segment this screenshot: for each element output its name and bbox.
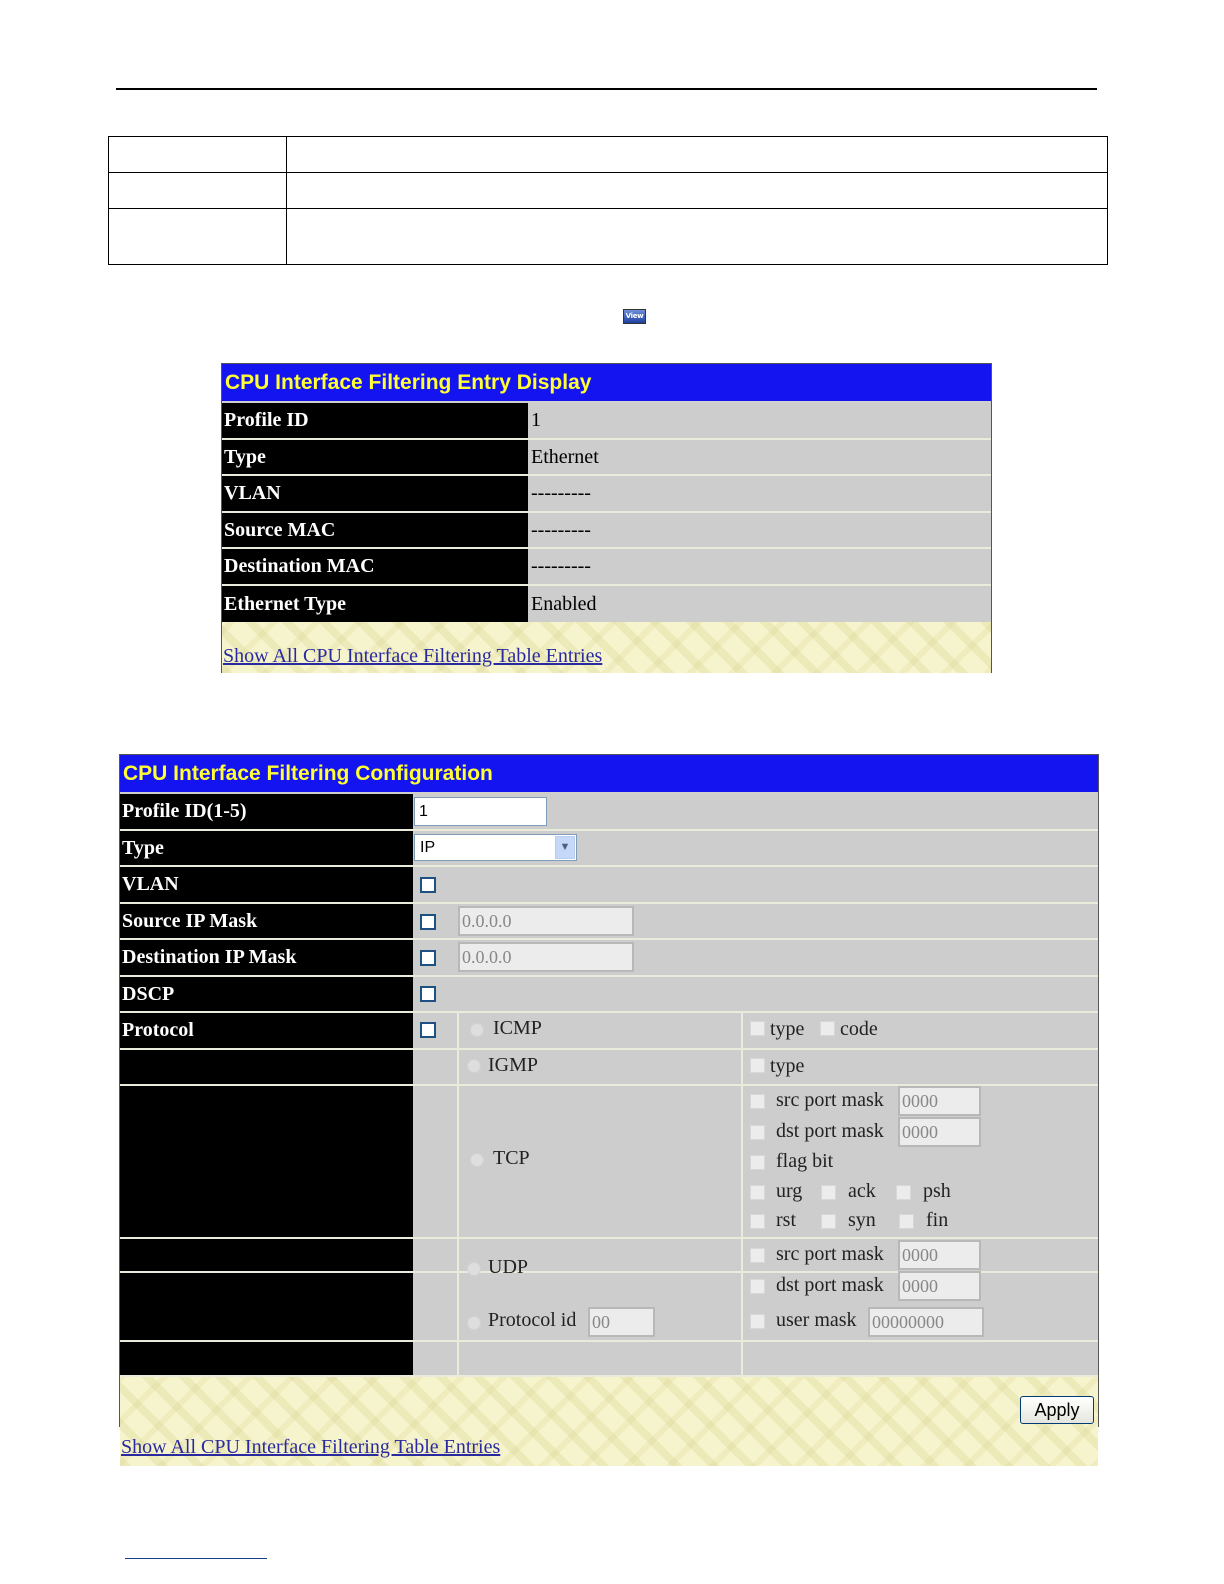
divider — [413, 1084, 1098, 1086]
tcp-flag-ack-label: ack — [848, 1180, 876, 1202]
source-mac-value: --------- — [528, 513, 991, 547]
destination-ip-mask-checkbox[interactable] — [420, 950, 436, 966]
tcp-src-port-mask-checkbox[interactable] — [750, 1094, 765, 1109]
entry-display-panel — [221, 363, 992, 673]
protocol-id-input[interactable]: 00 — [588, 1307, 655, 1337]
divider — [741, 1013, 743, 1307]
destination-ip-mask-label: Destination IP Mask — [120, 940, 413, 975]
igmp-type-checkbox[interactable] — [750, 1058, 765, 1073]
show-all-entries-link[interactable]: Show All CPU Interface Filtering Table Entries — [223, 645, 603, 667]
view-button[interactable]: View — [623, 309, 646, 324]
config-footer — [120, 1377, 1098, 1466]
divider — [120, 1271, 413, 1273]
protocol-label: Protocol — [122, 1019, 194, 1041]
divider — [741, 1307, 743, 1377]
udp-label: UDP — [488, 1256, 529, 1278]
vlan-cell — [413, 867, 1098, 902]
tcp-flag-ack-checkbox[interactable] — [821, 1185, 836, 1200]
tcp-src-port-mask-input[interactable]: 0000 — [898, 1086, 981, 1116]
divider — [413, 1237, 1098, 1239]
destination-ip-mask-input[interactable]: 0.0.0.0 — [458, 942, 634, 972]
dscp-checkbox[interactable] — [420, 986, 436, 1002]
parameter-table — [108, 136, 1108, 265]
table-cell — [109, 209, 287, 265]
dscp-cell — [413, 977, 1098, 1011]
divider — [120, 1237, 413, 1239]
tcp-flag-psh-checkbox[interactable] — [896, 1185, 911, 1200]
udp-src-port-mask-input[interactable]: 0000 — [898, 1240, 981, 1270]
vlan-label: VLAN — [222, 476, 528, 511]
dscp-label: DSCP — [120, 977, 413, 1011]
profile-id-input[interactable] — [414, 797, 547, 826]
tcp-label: TCP — [493, 1147, 530, 1169]
table-cell — [109, 137, 287, 173]
protocol-checkbox[interactable] — [420, 1022, 436, 1038]
udp-src-port-mask-label: src port mask — [776, 1243, 884, 1265]
table-row — [120, 940, 1098, 977]
igmp-type-label: type — [770, 1055, 805, 1077]
type-value: Ethernet — [528, 440, 991, 474]
destination-mac-label: Destination MAC — [222, 549, 528, 584]
ethernet-type-value: Enabled — [528, 586, 991, 622]
footnote-rule — [125, 1558, 267, 1559]
tcp-flag-syn-checkbox[interactable] — [821, 1214, 836, 1229]
tcp-radio[interactable] — [470, 1153, 484, 1167]
table-row — [120, 831, 1098, 867]
tcp-flag-bit-label: flag bit — [776, 1150, 834, 1172]
user-mask-checkbox[interactable] — [750, 1314, 765, 1329]
show-all-entries-link[interactable]: Show All CPU Interface Filtering Table Entries — [121, 1436, 501, 1458]
tcp-flag-psh-label: psh — [923, 1180, 951, 1202]
udp-radio[interactable] — [467, 1262, 481, 1276]
udp-src-port-mask-checkbox[interactable] — [750, 1248, 765, 1263]
igmp-radio[interactable] — [467, 1059, 481, 1073]
source-ip-mask-label: Source IP Mask — [120, 904, 413, 938]
profile-id-value: 1 — [528, 403, 991, 438]
chevron-down-icon[interactable]: ▼ — [555, 836, 575, 859]
apply-button[interactable]: Apply — [1020, 1396, 1094, 1424]
entry-display-footer — [222, 622, 991, 673]
tcp-flag-fin-label: fin — [926, 1209, 949, 1231]
profile-id-label: Profile ID(1-5) — [120, 794, 413, 829]
user-mask-input[interactable]: 00000000 — [868, 1307, 984, 1337]
divider — [120, 1048, 413, 1050]
icmp-type-checkbox[interactable] — [750, 1021, 765, 1036]
udp-dst-port-mask-input[interactable]: 0000 — [898, 1271, 981, 1301]
table-row — [222, 403, 991, 440]
table-row — [222, 513, 991, 549]
table-row — [222, 549, 991, 586]
tcp-flag-bit-checkbox[interactable] — [750, 1155, 765, 1170]
protocol-block-tail — [120, 1274, 1098, 1458]
tcp-dst-port-mask-input[interactable]: 0000 — [898, 1117, 981, 1147]
table-row — [120, 794, 1098, 831]
tcp-flag-urg-checkbox[interactable] — [750, 1185, 765, 1200]
ethernet-type-label: Ethernet Type — [222, 586, 528, 622]
vlan-value: --------- — [528, 476, 991, 511]
icmp-radio[interactable] — [470, 1023, 484, 1037]
source-ip-mask-checkbox[interactable] — [420, 914, 436, 930]
vlan-label: VLAN — [120, 867, 413, 902]
table-row — [120, 904, 1098, 940]
vlan-checkbox[interactable] — [420, 877, 436, 893]
source-ip-mask-input[interactable]: 0.0.0.0 — [458, 906, 634, 936]
divider — [457, 1013, 459, 1307]
type-label: Type — [222, 440, 528, 474]
profile-id-label: Profile ID — [222, 403, 528, 438]
table-row — [222, 586, 991, 622]
protocol-id-label: Protocol id — [488, 1309, 577, 1331]
icmp-type-label: type — [770, 1018, 805, 1040]
tcp-flag-fin-checkbox[interactable] — [899, 1214, 914, 1229]
protocol-label-column — [120, 1013, 413, 1307]
divider — [413, 1048, 1098, 1050]
protocol-id-radio[interactable] — [467, 1316, 481, 1330]
user-mask-label: user mask — [776, 1309, 857, 1331]
type-label: Type — [120, 831, 413, 865]
source-mac-label: Source MAC — [222, 513, 528, 547]
tcp-dst-port-mask-label: dst port mask — [776, 1120, 884, 1142]
table-row — [222, 476, 991, 513]
header-rule — [116, 88, 1097, 90]
tcp-flag-rst-label: rst — [776, 1209, 796, 1231]
udp-dst-port-mask-label: dst port mask — [776, 1274, 884, 1296]
icmp-code-checkbox[interactable] — [820, 1021, 835, 1036]
tcp-dst-port-mask-checkbox[interactable] — [750, 1125, 765, 1140]
udp-dst-port-mask-checkbox[interactable] — [750, 1279, 765, 1294]
table-cell — [287, 137, 1108, 173]
divider — [120, 1084, 413, 1086]
table-cell — [287, 173, 1108, 209]
divider — [457, 1307, 459, 1377]
filtering-config-title: CPU Interface Filtering Configuration — [120, 755, 1098, 794]
table-row — [120, 867, 1098, 904]
tcp-flag-syn-label: syn — [848, 1209, 876, 1231]
tcp-flag-urg-label: urg — [776, 1180, 803, 1202]
tcp-flag-rst-checkbox[interactable] — [750, 1214, 765, 1229]
tcp-src-port-mask-label: src port mask — [776, 1089, 884, 1111]
destination-mac-value: --------- — [528, 549, 991, 584]
entry-display-title: CPU Interface Filtering Entry Display — [222, 364, 991, 403]
filtering-config-panel — [119, 754, 1099, 1458]
table-cell — [109, 173, 287, 209]
icmp-code-label: code — [840, 1018, 878, 1040]
igmp-label: IGMP — [488, 1054, 539, 1076]
icmp-label: ICMP — [493, 1017, 542, 1039]
table-row — [222, 440, 991, 476]
type-select[interactable] — [414, 834, 577, 861]
table-row — [120, 977, 1098, 1013]
type-select-value: IP — [420, 839, 436, 856]
protocol-block — [120, 1013, 1098, 1307]
table-cell — [287, 209, 1108, 265]
divider — [120, 1340, 1098, 1342]
